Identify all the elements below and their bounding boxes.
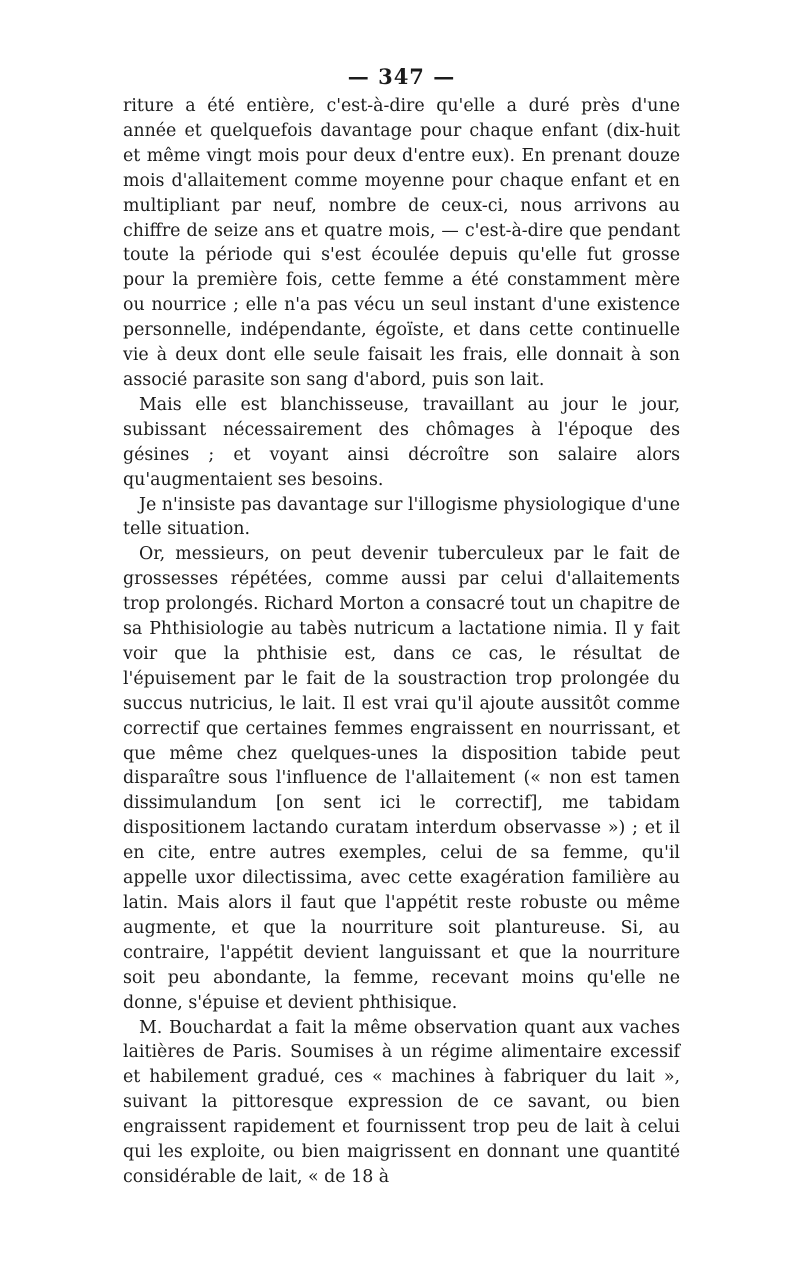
text-run: le lait. Il est vrai qu'il ajoute aussitôt comme correctif que certaines femmes engraissent en nourrissant, et que même chez quelques-unes la disposition tabide peut disparaître sous l'influence de l'allaitement (« non est tamen (123, 693, 680, 789)
text-run: [on sent ici le correctif], me tabidam dispositionem lactando curatam (123, 793, 680, 839)
text-run: au (263, 619, 300, 640)
italic-text: interdum (415, 818, 497, 839)
italic-text: Phthisiologie (149, 619, 264, 640)
paragraph (123, 493, 680, 543)
italic-text: riture (123, 96, 174, 116)
paragraph (123, 94, 680, 393)
text-run: a été entière, c'est-à-dire qu'elle a duré près d'une année et quelquefois davantage pour chaque enfant (dix-huit et même vingt mois pour deux d'entre eux). En prenant douze mois d'allaitement comme moyenne pour chaque enfant et en multipliant par neuf, nombre de ceux-ci, nous arrivons au chiffre de seize ans et quatre mois, — c'est-à-dire que pendant toute la période qui s'est écoulée depuis qu'elle fut grosse pour la première fois, cette femme a été constamment mère ou nourrice ; elle n'a pas vécu un seul instant d'une existence personnelle, indépendante, (123, 96, 680, 341)
text-run: observasse ») ; et il en cite, entre autres exemples, celui de sa femme, qu'il appelle (123, 818, 681, 889)
paragraph (123, 542, 680, 1015)
page-number: — 347 — (347, 64, 456, 89)
italic-text: à deux (156, 345, 218, 366)
paragraph (123, 393, 680, 493)
italic-text: égoïste, (375, 320, 445, 341)
italic-text: uxor dilectissima, (194, 868, 353, 889)
book-page (123, 62, 680, 1190)
paragraph (123, 1016, 680, 1190)
italic-text: dissimulandum (123, 793, 257, 814)
text-run: dont elle seule faisait les frais, elle donnait à son associé parasite son sang d'abord, puis son lait. (123, 345, 680, 390)
text-run: M. Bouchardat a fait la même observation quant aux vaches laitières de Paris. Soumises à un régime alimentaire excessif et habilement gradué, ces « machines à fabriquer du lait », suivant la pittoresque expression de ce savant, ou bien engraissent rapidement et fournissent trop peu de lait à celui qui les exploite, ou bien maigrissent en donnant une quantité considérable de lait, « de 18 à (123, 1017, 680, 1187)
text-run: et dans cette continuelle vie (123, 320, 680, 366)
text-body (123, 94, 680, 1190)
text-run: Or, messieurs, on peut devenir tuberculeux par le fait de grossesses répétées, comme aussi par celui d'allaitements trop prolongés. Richard Morton a consacré tout un chapitre de sa (123, 544, 680, 640)
italic-text: tabès nutricum a lactatione nimia. (299, 619, 608, 640)
text-run: avec cette exagération familière au latin. Mais alors il faut que l'appétit reste robuste ou même augmente, et que la nourriture soit plantureuse. Si, au contraire, l'appétit devient languissant et que la nourriture soit peu abondante, la femme, recevant moins qu'elle ne donne, s'épuise et devient phthisique. (123, 868, 680, 1013)
text-run: Il y fait voir que la phthisie est, dans ce cas, le résultat de l'épuisement par le fait de la soustraction trop prolongée du (123, 619, 680, 689)
italic-text: succus nutricius, (123, 693, 274, 714)
text-run: Je n'insiste pas davantage sur l'illogisme physiologique d'une telle situation. (123, 494, 680, 540)
text-run: Mais elle est blanchisseuse, travaillant au jour le jour, subissant nécessairement des chômages à l'époque des gésines ; et voyant ainsi décroître son salaire alors qu'augmentaient ses besoins. (123, 394, 680, 490)
